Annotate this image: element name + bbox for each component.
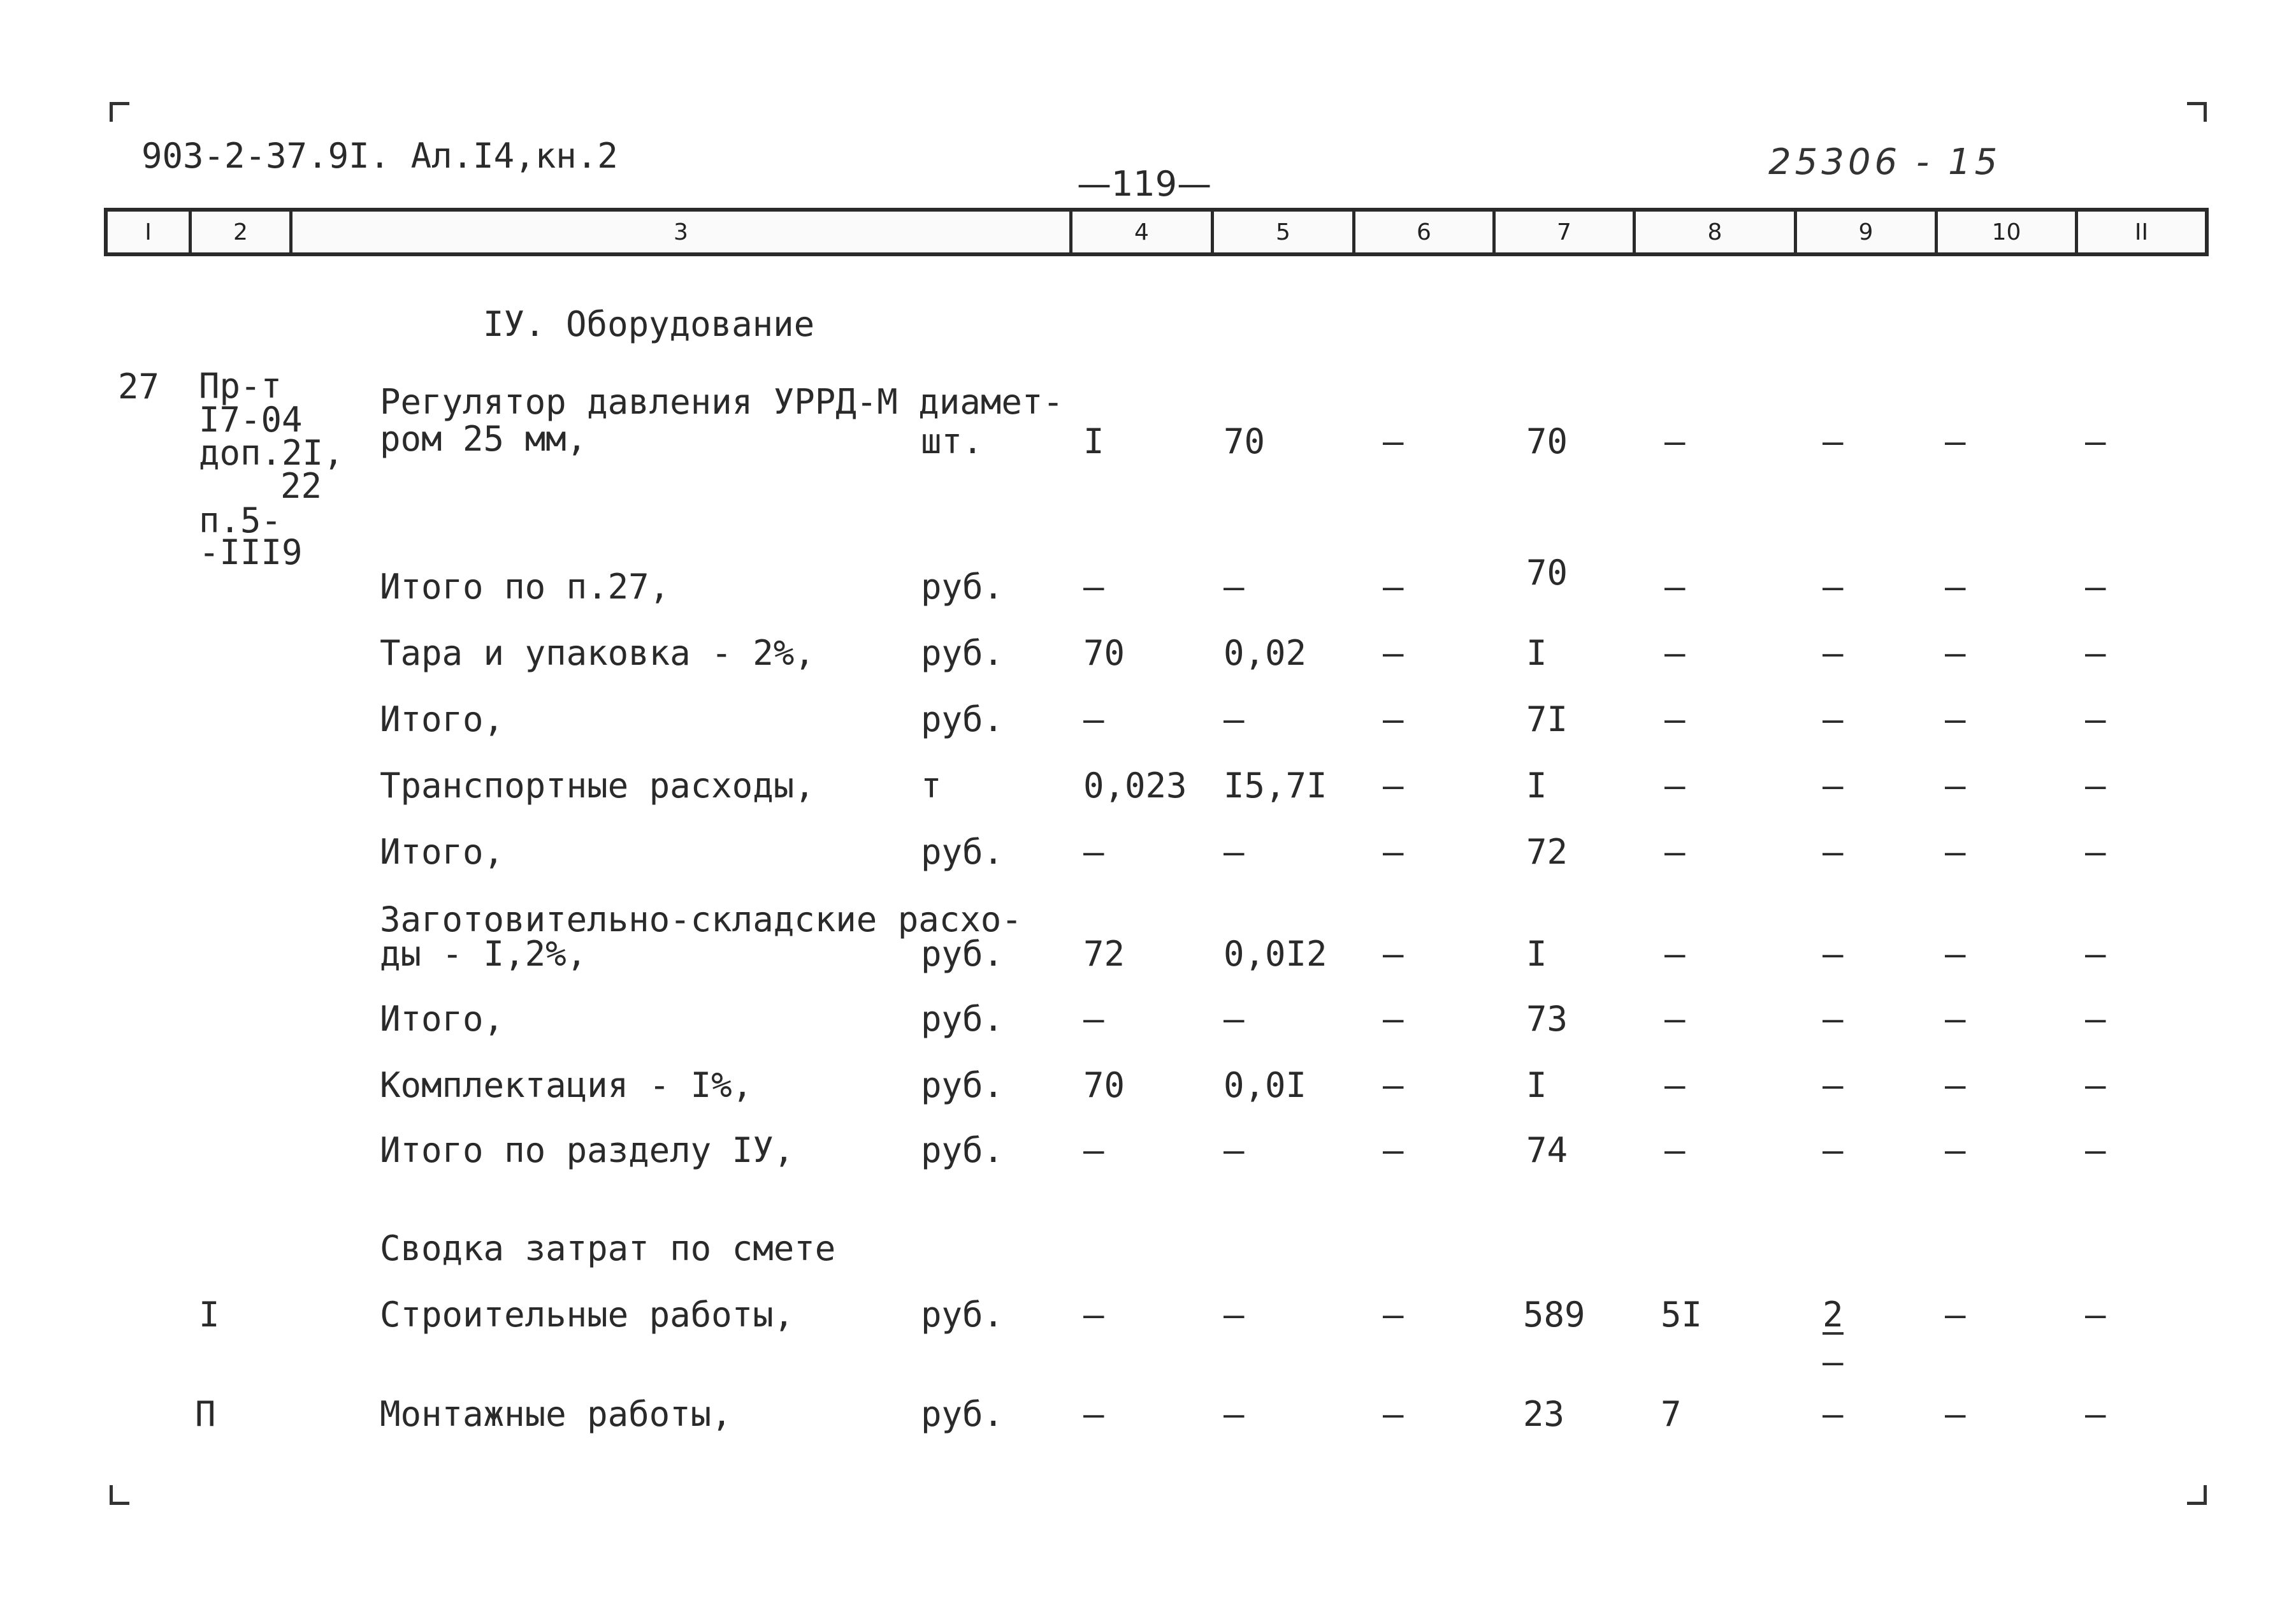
- item-name-line-2: ром 25 мм,: [380, 419, 588, 459]
- row-col11: –: [2085, 633, 2106, 673]
- row-name: Тара и упаковка - 2%,: [380, 633, 815, 673]
- row-name: Заготовительно-складские расхо-: [380, 899, 1022, 940]
- item-col11: –: [2085, 421, 2106, 461]
- corner-mark-bottom-left: [110, 1485, 129, 1505]
- summary-row-col10: –: [1945, 1295, 1966, 1335]
- row-unit: руб.: [921, 1065, 1004, 1105]
- column-header-11: II: [2134, 219, 2149, 245]
- row-col5: 0,02: [1224, 633, 1307, 673]
- row-name: Комплектация - I%,: [380, 1065, 753, 1105]
- row-col10: –: [1945, 699, 1966, 739]
- summary-row-col11: –: [2085, 1394, 2106, 1434]
- row-col4: 70: [1083, 1065, 1125, 1105]
- summary-row-unit: руб.: [921, 1295, 1004, 1335]
- row-col6: –: [1383, 1065, 1404, 1105]
- summary-row-col6: –: [1383, 1394, 1404, 1434]
- corner-mark-top-right: [2187, 102, 2207, 122]
- row-col11: –: [2085, 699, 2106, 739]
- column-header-8: 8: [1636, 212, 1797, 252]
- row-col4: –: [1083, 699, 1104, 739]
- row-col4: –: [1083, 567, 1104, 607]
- archive-stamp-number: 25306 - 15: [1768, 142, 2002, 183]
- summary-row-unit: руб.: [921, 1394, 1004, 1434]
- row-name: Итого,: [380, 999, 505, 1039]
- row-col6: –: [1383, 999, 1404, 1039]
- summary-row-name: Строительные работы,: [380, 1295, 795, 1335]
- summary-row-col8: 5I: [1661, 1295, 1703, 1335]
- row-col11: –: [2085, 567, 2106, 607]
- corner-mark-bottom-right: [2187, 1485, 2207, 1505]
- row-col5: 0,0I: [1224, 1065, 1307, 1105]
- row-col10: –: [1945, 999, 1966, 1039]
- row-col11: –: [2085, 766, 2106, 806]
- item-col8: –: [1664, 421, 1686, 461]
- column-header-3: 3: [292, 212, 1072, 252]
- row-col6: –: [1383, 699, 1404, 739]
- corner-mark-top-left: [110, 102, 129, 122]
- column-header-10: 10: [1938, 212, 2078, 252]
- row-col6: –: [1383, 1130, 1404, 1170]
- row-col4: 0,023: [1083, 766, 1187, 806]
- document-code: 903-2-37.9I. Ал.I4,кн.2: [141, 136, 618, 176]
- row-col8: –: [1664, 633, 1686, 673]
- row-col11: –: [2085, 999, 2106, 1039]
- row-col5: I5,7I: [1224, 766, 1327, 806]
- row-col6: –: [1383, 633, 1404, 673]
- item-col4: I: [1083, 421, 1104, 461]
- row-name: Итого,: [380, 699, 505, 739]
- summary-row-col8: 7: [1661, 1394, 1682, 1434]
- summary-row-col11: –: [2085, 1295, 2106, 1335]
- row-col7: I: [1526, 766, 1547, 806]
- row-col10: –: [1945, 567, 1966, 607]
- row-col5: –: [1224, 1130, 1245, 1170]
- row-col10: –: [1945, 766, 1966, 806]
- row-col6: –: [1383, 766, 1404, 806]
- row-col8: –: [1664, 832, 1686, 872]
- summary-row-col6: –: [1383, 1295, 1404, 1335]
- summary-row-col7: 23: [1523, 1394, 1565, 1434]
- row-col5: 0,0I2: [1224, 934, 1327, 974]
- item-name-line-1: Регулятор давления УРРД-М диамет-: [380, 382, 1064, 422]
- row-col7: I: [1526, 934, 1547, 974]
- row-col8: –: [1664, 999, 1686, 1039]
- summary-row-col9: –: [1823, 1394, 1844, 1434]
- row-unit: руб.: [921, 934, 1004, 974]
- row-col10: –: [1945, 633, 1966, 673]
- summary-row-col9: 2: [1823, 1295, 1844, 1335]
- row-unit: руб.: [921, 633, 1004, 673]
- column-header-5: 5: [1214, 212, 1355, 252]
- column-header-row: [104, 208, 2209, 256]
- summary-row-col9-lower: –: [1823, 1342, 1844, 1382]
- page-number: —119—: [1077, 164, 1212, 204]
- row-col7: I: [1526, 1065, 1547, 1105]
- item-ref-line-6: -III9: [199, 532, 303, 572]
- summary-row-col4: –: [1083, 1295, 1104, 1335]
- column-header-4: 4: [1072, 212, 1214, 252]
- row-col10: –: [1945, 1130, 1966, 1170]
- row-col4: 70: [1083, 633, 1125, 673]
- row-col9: –: [1823, 1130, 1844, 1170]
- row-col9: –: [1823, 567, 1844, 607]
- item-ref-line-1: Пр-т: [199, 366, 282, 406]
- row-col9: –: [1823, 999, 1844, 1039]
- row-col10: –: [1945, 1065, 1966, 1105]
- row-col9: –: [1823, 934, 1844, 974]
- row-col4: 72: [1083, 934, 1125, 974]
- summary-row-name: Монтажные работы,: [380, 1394, 732, 1434]
- column-header-6: 6: [1355, 212, 1496, 252]
- row-col9: –: [1823, 1065, 1844, 1105]
- item-ref-line-4: 22: [280, 466, 322, 506]
- row-col5: –: [1224, 567, 1245, 607]
- row-col7: 70: [1526, 553, 1568, 593]
- row-col11: –: [2085, 1065, 2106, 1105]
- row-col4: –: [1083, 1130, 1104, 1170]
- item-ref-line-2: I7-04: [199, 400, 303, 440]
- summary-row-col10: –: [1945, 1394, 1966, 1434]
- row-col4: –: [1083, 832, 1104, 872]
- column-header-2: 2: [192, 212, 292, 252]
- row-unit: руб.: [921, 1130, 1004, 1170]
- row-name: Итого по разделу IУ,: [380, 1130, 795, 1170]
- row-name: Итого по п.27,: [380, 567, 670, 607]
- row-name-continued: ды - I,2%,: [380, 934, 588, 974]
- row-name: Итого,: [380, 832, 505, 872]
- item-col6: –: [1383, 421, 1404, 461]
- summary-row-col5: –: [1224, 1394, 1245, 1434]
- item-col7: 70: [1526, 421, 1568, 461]
- row-col8: –: [1664, 699, 1686, 739]
- row-unit: руб.: [921, 699, 1004, 739]
- row-col8: –: [1664, 934, 1686, 974]
- summary-row-col4: –: [1083, 1394, 1104, 1434]
- row-col8: –: [1664, 567, 1686, 607]
- item-col5: 70: [1224, 421, 1266, 461]
- row-col11: –: [2085, 934, 2106, 974]
- row-col6: –: [1383, 934, 1404, 974]
- row-col9: –: [1823, 633, 1844, 673]
- row-col10: –: [1945, 934, 1966, 974]
- column-header-7: 7: [1496, 212, 1636, 252]
- row-col10: –: [1945, 832, 1966, 872]
- row-col7: I: [1526, 633, 1547, 673]
- item-number: 27: [118, 367, 160, 407]
- row-col7: 72: [1526, 832, 1568, 872]
- row-col5: –: [1224, 699, 1245, 739]
- row-col8: –: [1664, 1065, 1686, 1105]
- summary-row-col5: –: [1224, 1295, 1245, 1335]
- row-col9: –: [1823, 699, 1844, 739]
- row-col7: 73: [1526, 999, 1568, 1039]
- row-col8: –: [1664, 766, 1686, 806]
- row-col6: –: [1383, 832, 1404, 872]
- summary-row-number: I: [199, 1295, 220, 1335]
- row-col6: –: [1383, 567, 1404, 607]
- row-col5: –: [1224, 999, 1245, 1039]
- row-col9: –: [1823, 832, 1844, 872]
- row-unit: т: [921, 766, 942, 806]
- row-col7: 74: [1526, 1130, 1568, 1170]
- summary-row-col7: 589: [1523, 1295, 1585, 1335]
- summary-row-number: П: [195, 1394, 216, 1434]
- row-col11: –: [2085, 832, 2106, 872]
- row-unit: руб.: [921, 567, 1004, 607]
- row-col7: 7I: [1526, 699, 1568, 739]
- row-unit: руб.: [921, 832, 1004, 872]
- row-unit: руб.: [921, 999, 1004, 1039]
- row-col11: –: [2085, 1130, 2106, 1170]
- item-col10: –: [1945, 421, 1966, 461]
- row-col9: –: [1823, 766, 1844, 806]
- column-header-1: I: [108, 212, 192, 252]
- summary-title: Сводка затрат по смете: [380, 1228, 836, 1268]
- item-ref-line-3: доп.2I,: [199, 433, 344, 473]
- row-col8: –: [1664, 1130, 1686, 1170]
- item-ref-line-5: п.5-: [199, 500, 282, 541]
- column-header-9: 9: [1797, 212, 1938, 252]
- item-unit: шт.: [921, 421, 983, 461]
- item-col9: –: [1823, 421, 1844, 461]
- row-col5: –: [1224, 832, 1245, 872]
- row-col4: –: [1083, 999, 1104, 1039]
- row-name: Транспортные расходы,: [380, 766, 815, 806]
- section-title: IУ. Оборудование: [483, 304, 815, 344]
